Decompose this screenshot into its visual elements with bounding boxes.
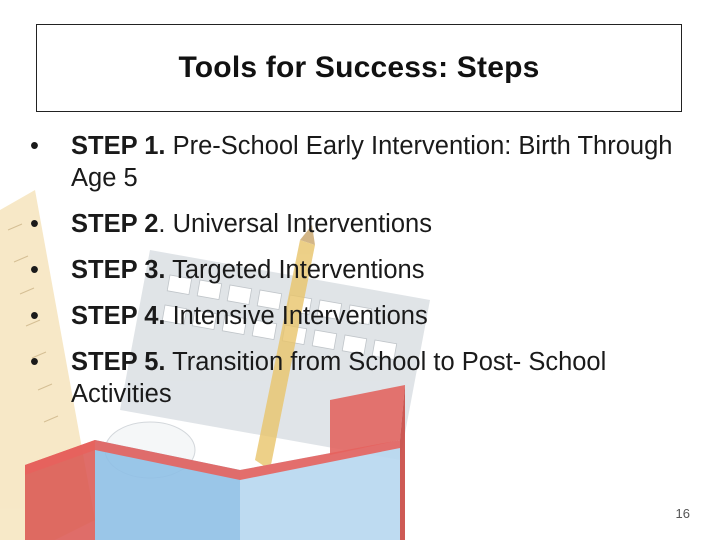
step-text: Transition from School to Post- School Activities bbox=[71, 348, 607, 408]
step-label: STEP 4. bbox=[71, 302, 166, 330]
step-text: Pre-School Early Intervention: Birth Through Age 5 bbox=[71, 132, 673, 192]
list-item bbox=[30, 208, 690, 240]
step-text: . Universal Interventions bbox=[158, 210, 432, 238]
list-item bbox=[30, 254, 690, 286]
step-label: STEP 1. bbox=[71, 132, 166, 160]
slide-title: Tools for Success: Steps bbox=[178, 51, 540, 84]
bullet-icon: • bbox=[30, 302, 39, 330]
list-item bbox=[30, 300, 690, 332]
bullet-icon: • bbox=[30, 256, 39, 284]
step-label: STEP 3. bbox=[71, 256, 166, 284]
bullet-icon: • bbox=[30, 132, 39, 160]
step-label: STEP 5. bbox=[71, 348, 166, 376]
bullet-icon: • bbox=[30, 348, 39, 376]
step-text: Targeted Interventions bbox=[165, 256, 425, 284]
page-number: 16 bbox=[675, 506, 690, 521]
steps-list bbox=[30, 130, 690, 424]
title-box bbox=[36, 24, 682, 112]
bullet-icon: • bbox=[30, 210, 39, 238]
list-item bbox=[30, 346, 690, 410]
list-item bbox=[30, 130, 690, 194]
step-label: STEP 2 bbox=[71, 210, 159, 238]
step-text: Intensive Interventions bbox=[165, 302, 428, 330]
